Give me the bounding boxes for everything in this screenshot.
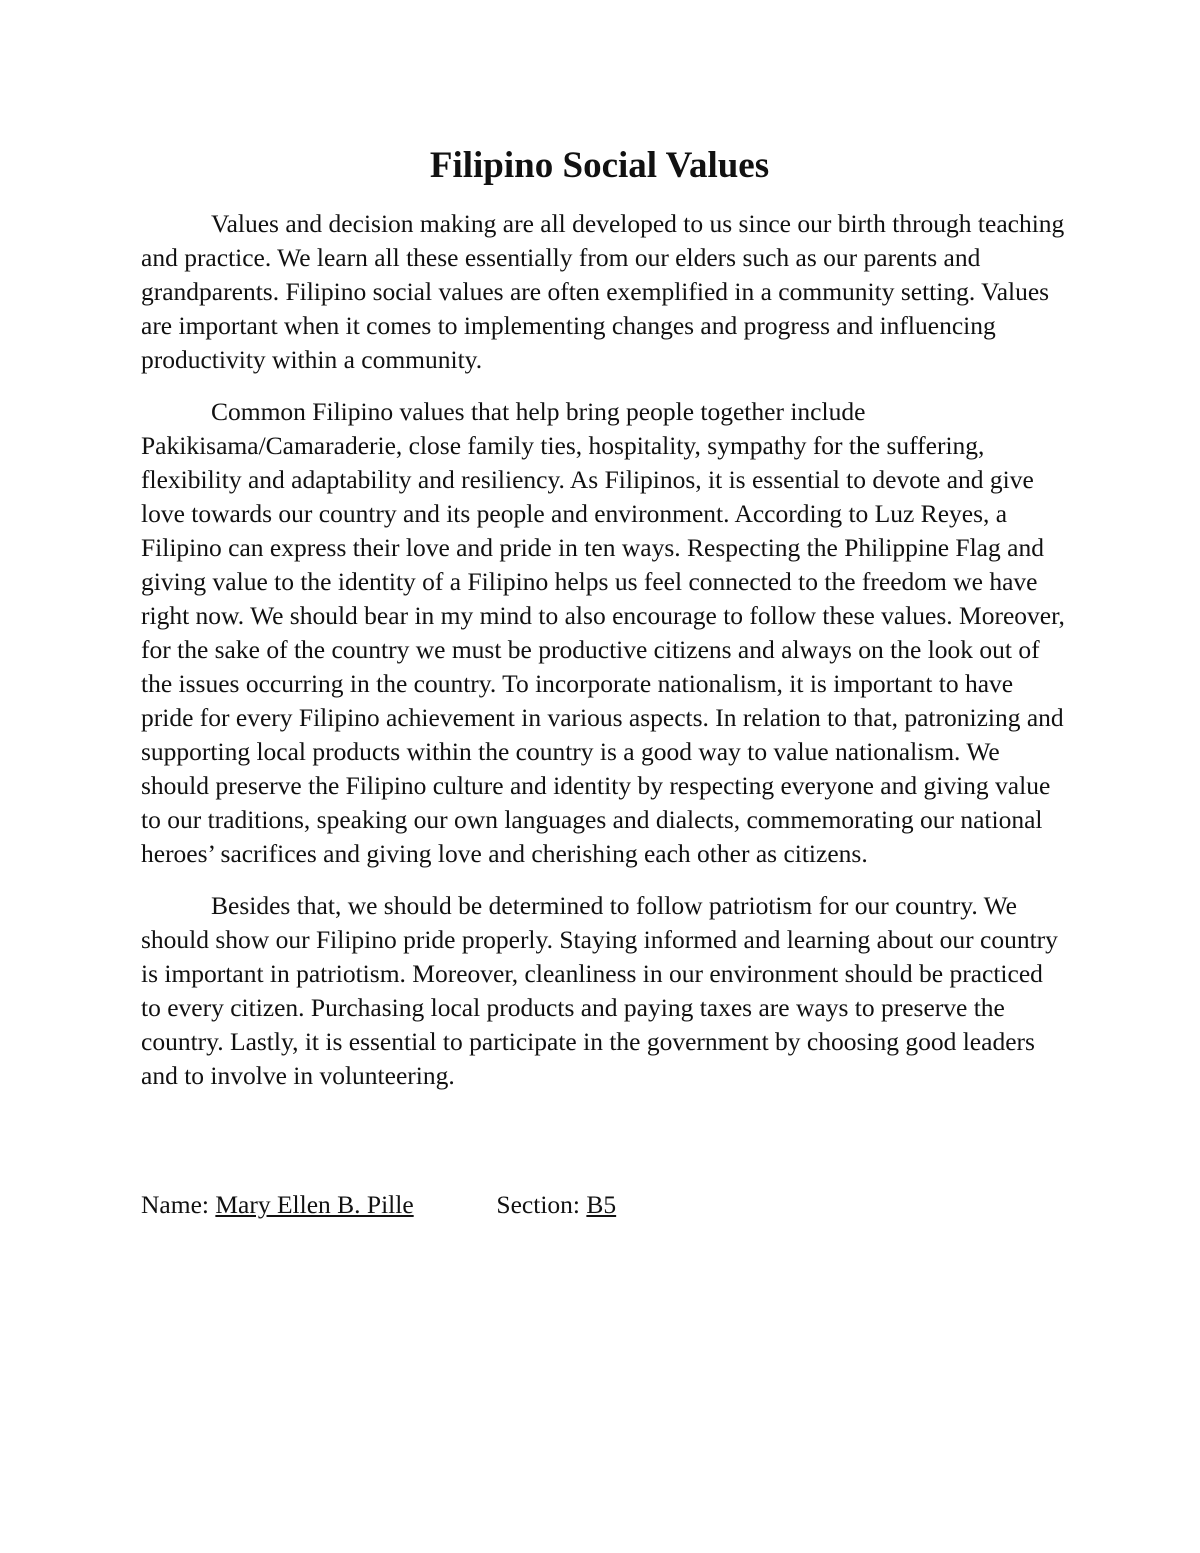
paragraph-3: Besides that, we should be determined to follow patriotism for our country. We should show our Filipino pride properly. Staying informed and learning about our country is important in patriotism. Moreover, cleanliness in our environment should be practiced to every citizen. Purchasing local products and paying taxes are ways to preserve the country. Lastly, it is essential to participate in the government by choosing good leaders and to involve in volunteering. — [141, 891, 1058, 1090]
name-label: Name: — [141, 1190, 209, 1219]
section-value: B5 — [586, 1190, 617, 1219]
signature-line — [141, 1188, 616, 1222]
paragraph-2: Common Filipino values that help bring people together include Pakikisama/Camaraderie, close family ties, hospitality, sympathy for the suffering, flexibility and adaptability and resiliency. As Filipinos, it is essential to devote and give love towards our country and its people and environment. According to Luz Reyes, a Filipino can express their love and pride in ten ways. Respecting the Philippine Flag and giving value to the identity of a Filipino helps us feel connected to the freedom we have right now. We should bear in my mind to also encourage to follow these values. Moreover, for the sake of the country we must be productive citizens and always on the look out of the issues occurring in the country. To incorporate nationalism, it is important to have pride for every Filipino achievement in various aspects. In relation to that, patronizing and supporting local products within the country is a good way to value nationalism. We should preserve the Filipino culture and identity by respecting everyone and giving value to our traditions, speaking our own languages and dialects, commemorating our national heroes’ sacrifices and giving love and cherishing each other as citizens. — [141, 397, 1065, 868]
paragraph-1: Values and decision making are all developed to us since our birth through teaching and practice. We learn all these essentially from our elders such as our parents and grandparents. Filipino social values are often exemplified in a community setting. Values are important when it comes to implementing changes and progress and influencing productivity within a community. — [141, 209, 1065, 374]
section-label: Section: — [496, 1190, 580, 1219]
document-title: Filipino Social Values — [429, 145, 770, 186]
name-value: Mary Ellen B. Pille — [215, 1190, 414, 1219]
document-body — [141, 207, 1066, 1111]
